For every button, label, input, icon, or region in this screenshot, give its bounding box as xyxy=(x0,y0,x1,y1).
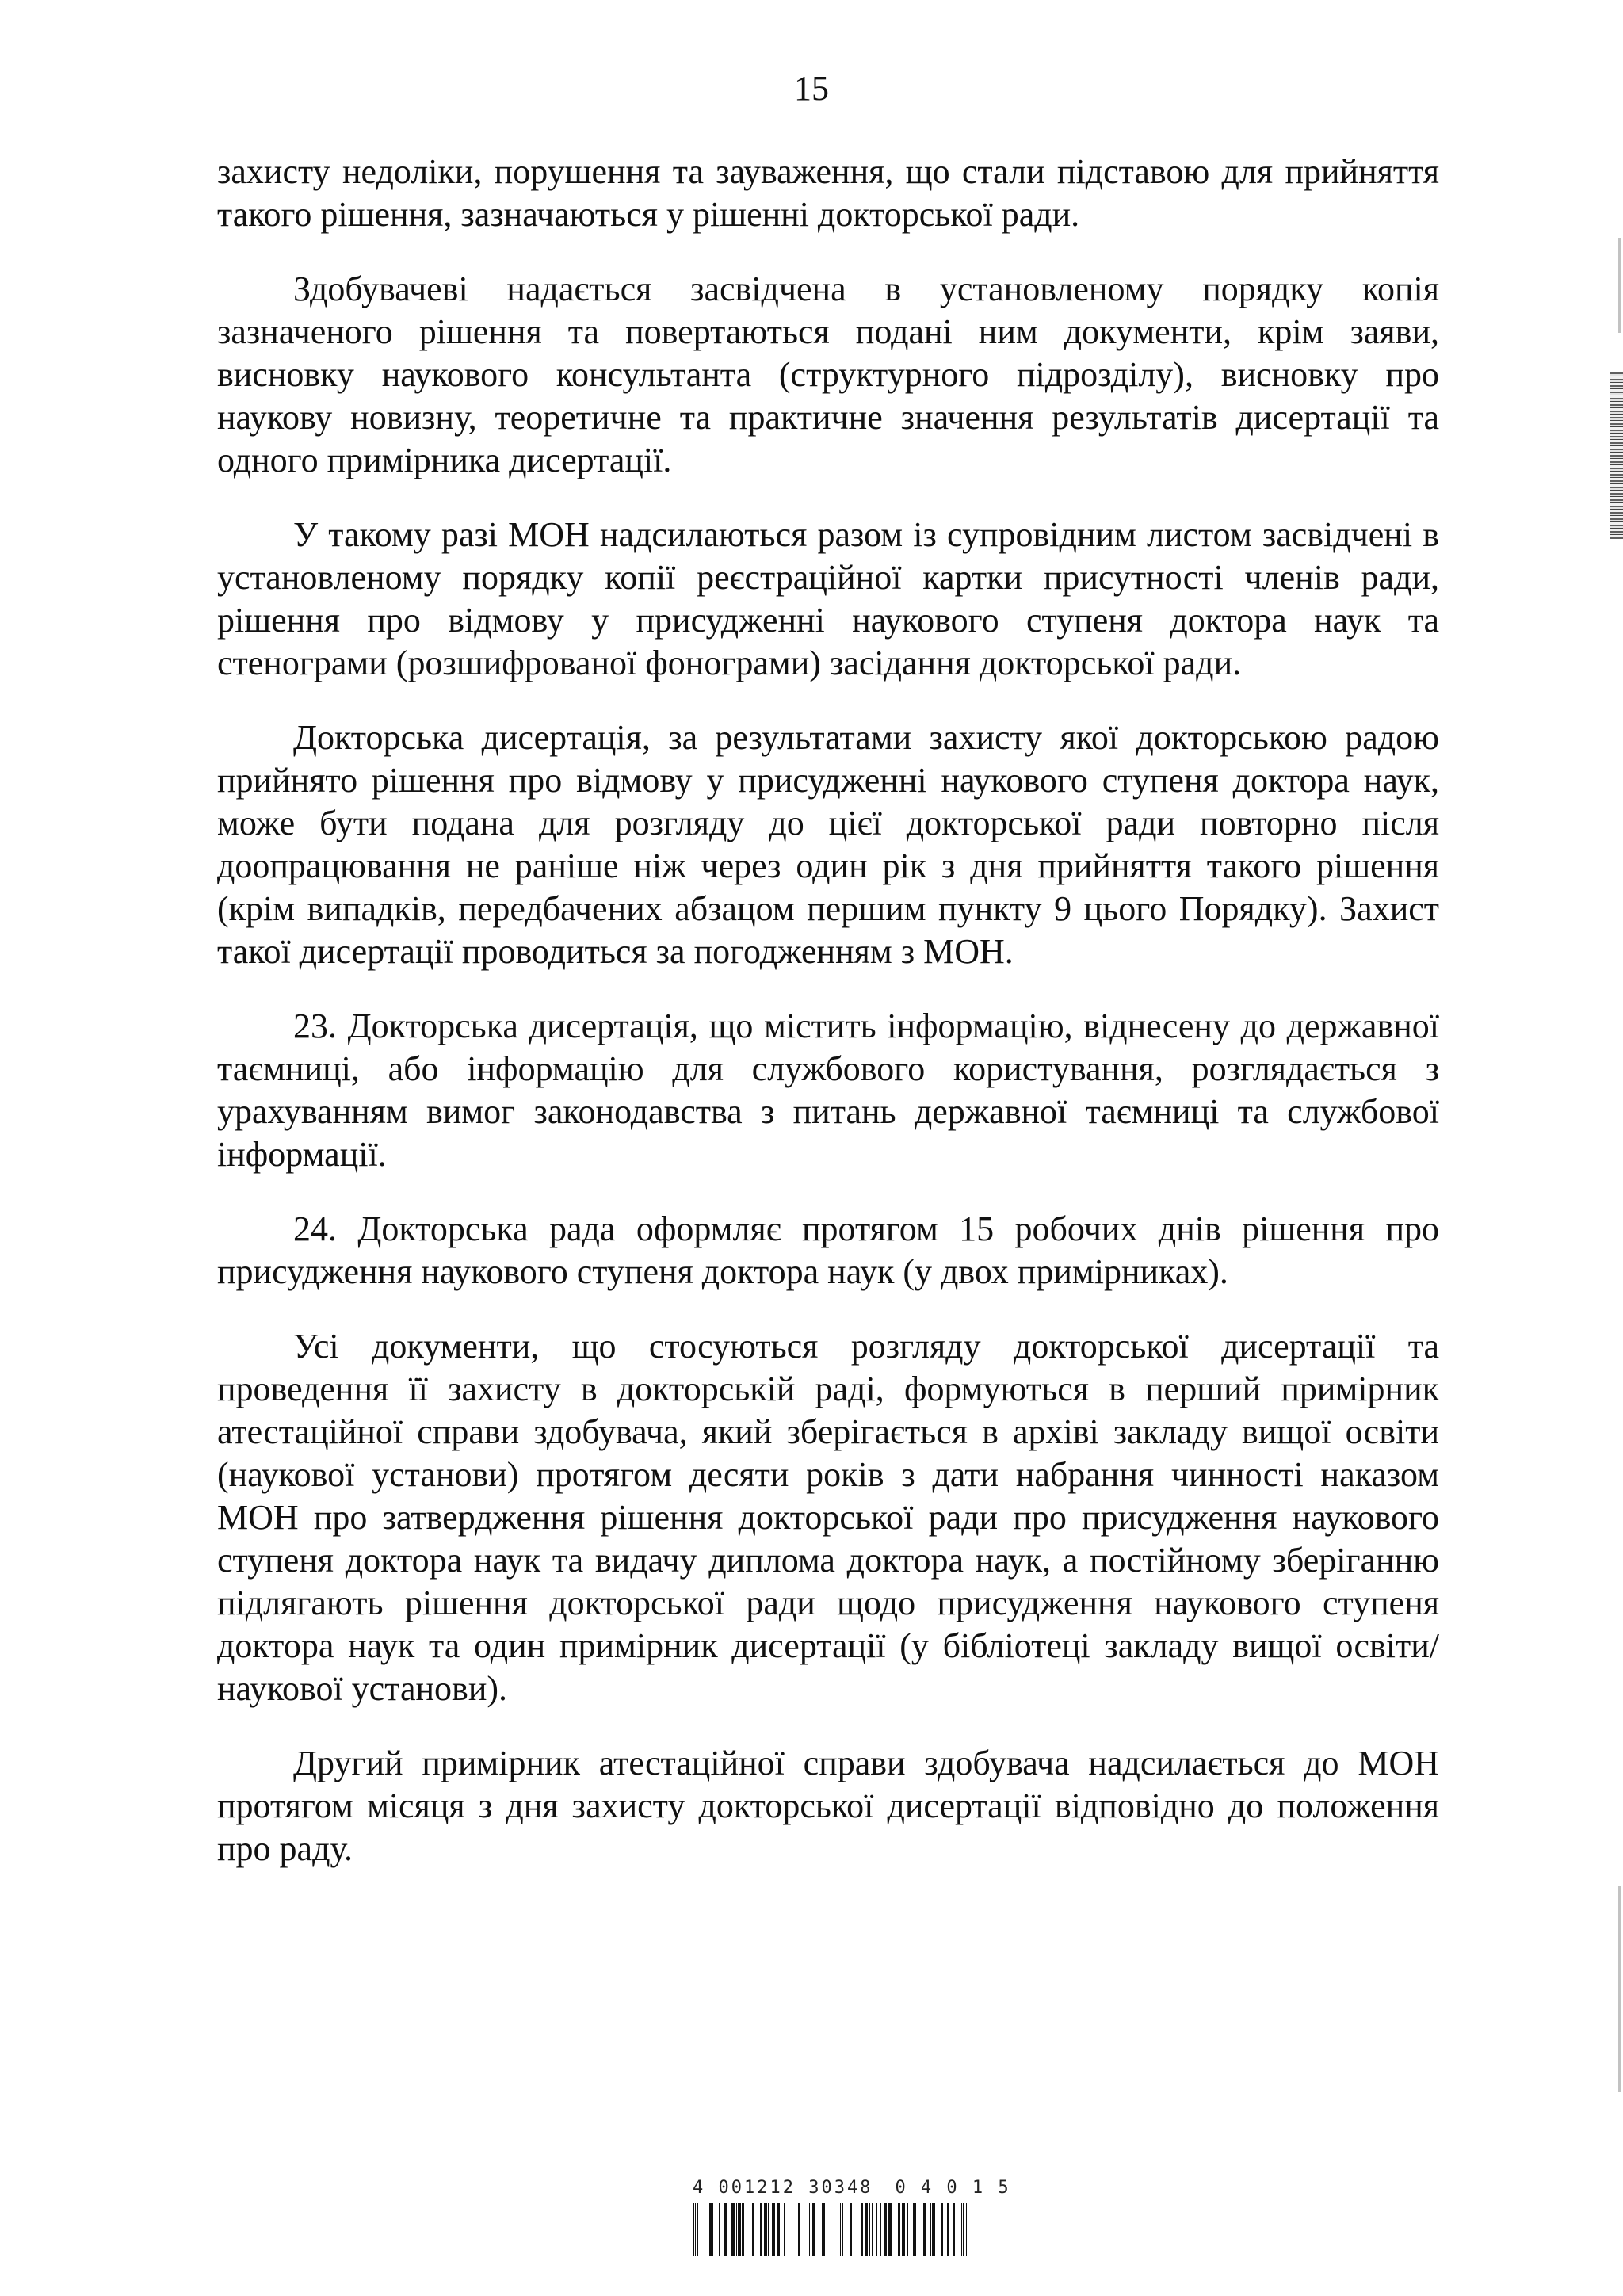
barcode-bar xyxy=(777,2203,780,2256)
barcode-bar xyxy=(963,2203,964,2256)
barcode-bar xyxy=(712,2203,713,2256)
document-body xyxy=(217,151,1439,1902)
barcode-bar xyxy=(772,2203,775,2256)
barcode-bar xyxy=(764,2203,766,2256)
barcode-digits xyxy=(682,2178,1011,2199)
barcode-bar xyxy=(880,2203,881,2256)
barcode-bar xyxy=(731,2203,735,2256)
barcode-bar xyxy=(907,2203,908,2256)
paragraph-clause-23: 23. Докторська дисертація, що містить інформацію, віднесену до державної таємниці, або інформацію для службового користування, розглядається з урахуванням вимог законодавства з питань державної таємниці та службової інформації. xyxy=(217,1007,1439,1174)
barcode-bar xyxy=(736,2203,737,2256)
paragraph: Здобувачеві надається засвідчена в установленому порядку копія зазначеного рішення та повертаються подані ним документи, крім заяви, висновку наукового консультанта (структурного підрозділу), висновку про наукову новизну, теоретичне та практичне значення результатів дисертації та одного примірника дисертації. xyxy=(217,269,1439,479)
barcode-digits-group-2: 0 4 0 1 5 xyxy=(895,2178,1011,2198)
barcode xyxy=(682,2178,1011,2256)
barcode-bar xyxy=(760,2203,762,2256)
barcode-bar xyxy=(752,2203,754,2256)
barcode-bar xyxy=(930,2203,931,2256)
barcode-bar xyxy=(812,2203,815,2256)
barcode-bar xyxy=(695,2203,696,2256)
barcode-bar xyxy=(961,2203,962,2256)
barcode-bar xyxy=(953,2203,955,2256)
barcode-bar xyxy=(884,2203,887,2256)
barcode-bar xyxy=(923,2203,926,2256)
paragraph-clause-24: 24. Докторська рада оформляє протягом 15 робочих днів рішення про присудження наукового ступеня доктора наук (у двох примірниках). xyxy=(217,1209,1439,1291)
barcode-bar xyxy=(768,2203,769,2256)
barcode-bar xyxy=(840,2203,841,2256)
paragraph: У такому разі МОН надсилаються разом із супровідним листом засвідчені в установленому порядку копії реєстраційної картки присутності членів ради, рішення про відмову у присудженні наукового ступеня доктора наук та стенограми (розшифрованої фонограми) засідання докторської ради. xyxy=(217,515,1439,682)
paragraph: Докторська дисертація, за результатами захисту якої докторською радою прийнято рішення про відмову у присудженні наукового ступеня доктора наук, може бути подана для розгляду до цієї докторської ради повторно після доопрацювання не раніше ніж через один рік з дня прийняття такого рішення (крім випадків, передбачених абзацом першим пункту 9 цього Порядку). Захист такої дисертації проводиться за погодженням з МОН. xyxy=(217,718,1439,971)
barcode-bar xyxy=(865,2203,868,2256)
barcode-bar xyxy=(742,2203,744,2256)
barcode-bar xyxy=(709,2203,712,2256)
barcode-bar xyxy=(966,2203,967,2256)
paragraph: Усі документи, що стосуються розгляду докторської дисертації та проведення її захисту в докторській раді, формуються в перший примірник атестаційної справи здобувача, який зберігається в архіві закладу вищої освіти (наукової установи) протягом десяти років з дати набрання чинності наказом МОН про затвердження рішення докторської ради про присудження наукового ступеня доктора наук та видачу диплома доктора наук, а постійному зберіганню підлягають рішення докторської ради щодо присудження наукового ступеня доктора наук та один примірник дисертації (у бібліотеці закладу вищої освіти/наукової установи). xyxy=(217,1327,1439,1708)
page-number: 15 xyxy=(794,69,829,108)
barcode-bar xyxy=(941,2203,943,2256)
barcode-digits-group-1: 4 001212 30348 xyxy=(693,2178,873,2198)
barcode-bar xyxy=(738,2203,741,2256)
barcode-bar xyxy=(888,2203,892,2256)
paragraph: Другий примірник атестаційної справи здобувача надсилається до МОН протягом місяця з дня захисту докторської дисертації відповідно до положення про раду. xyxy=(217,1744,1439,1868)
barcode-bar xyxy=(798,2203,800,2256)
barcode-bar xyxy=(809,2203,810,2256)
barcode-bar xyxy=(876,2203,877,2256)
scan-edge-artifact xyxy=(1610,372,1623,539)
barcode-bar xyxy=(719,2203,720,2256)
scan-edge-line xyxy=(1618,1886,1621,2092)
barcode-bar xyxy=(822,2203,825,2256)
barcode-bar xyxy=(784,2203,785,2256)
barcode-bar xyxy=(872,2203,873,2256)
scan-edge-line xyxy=(1618,238,1621,333)
barcode-bar xyxy=(902,2203,905,2256)
barcode-bar xyxy=(766,2203,767,2256)
barcode-bar xyxy=(850,2203,852,2256)
barcode-bar xyxy=(724,2203,727,2256)
barcode-bar xyxy=(913,2203,916,2256)
paragraph: захисту недоліки, порушення та зауваження, що стали підставою для прийняття такого рішення, зазначаються у рішенні докторської ради. xyxy=(217,152,1439,234)
barcode-bar xyxy=(693,2203,694,2256)
barcode-bar xyxy=(947,2203,949,2256)
barcode-bar xyxy=(898,2203,900,2256)
barcode-bar xyxy=(932,2203,935,2256)
barcode-bar xyxy=(869,2203,870,2256)
barcode-bar xyxy=(697,2203,698,2256)
barcode-bar xyxy=(861,2203,863,2256)
barcode-bar xyxy=(842,2203,843,2256)
barcode-bars xyxy=(689,2203,975,2256)
